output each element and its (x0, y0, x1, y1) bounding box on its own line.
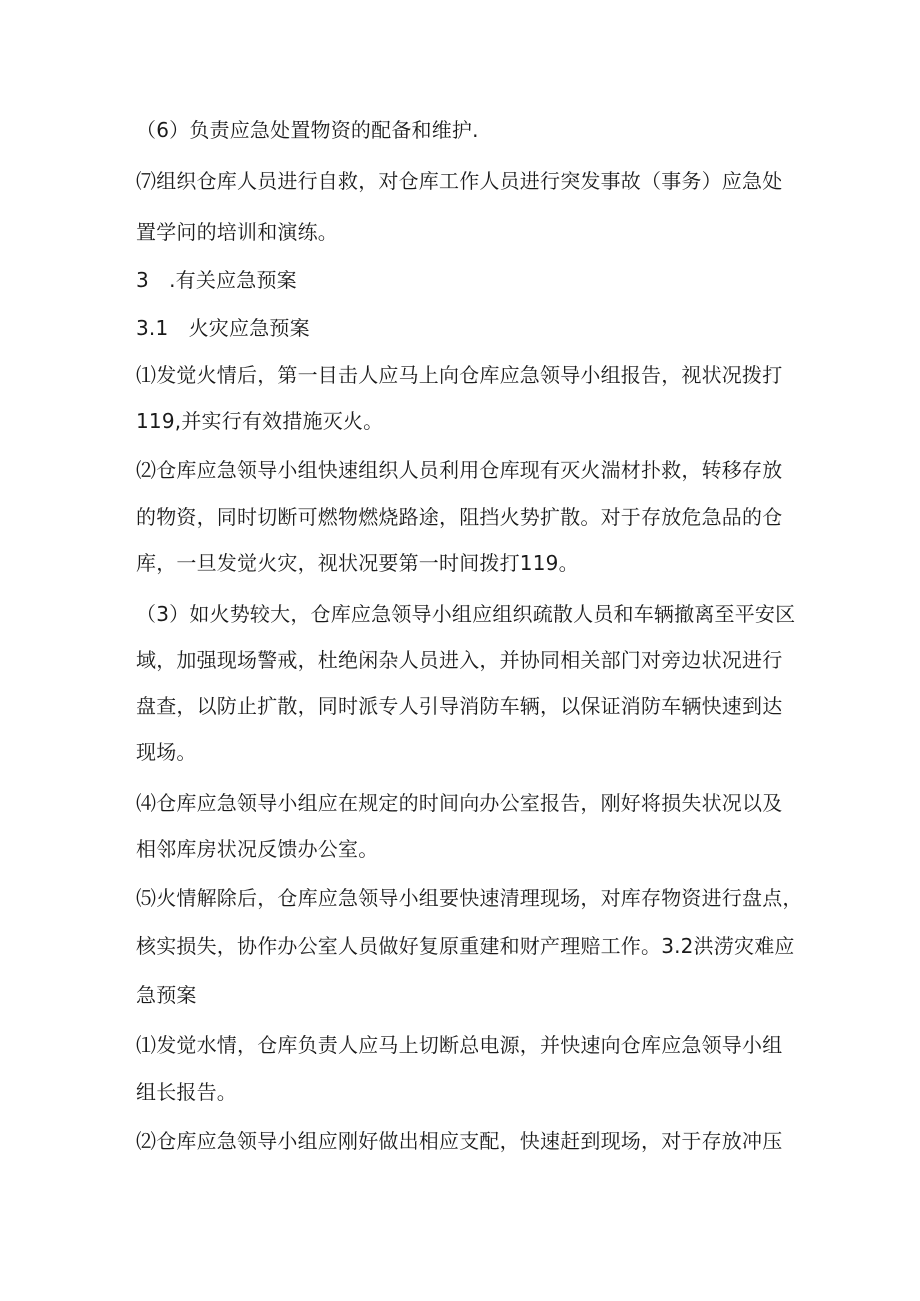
text-line-13: 盘查，以防止扩散，同时派专人引导消防车辆，以保证消防车辆快速到达 (136, 694, 783, 718)
text-line-11: （3）如火势较大，仓库应急领导小组应组织疏散人员和车辆撤离至平安区 (136, 602, 796, 626)
text-line-18: 核实损失，协作办公室人员做好复原重建和财产理赔工作。3.2洪涝灾难应 (136, 934, 795, 958)
text-line-14: 现场。 (136, 740, 197, 764)
text-line-21: 组长报告。 (136, 1080, 237, 1104)
text-line-3: 置学问的培训和演练。 (136, 220, 338, 244)
section-heading-3: 3 .有关应急预案 (136, 268, 297, 292)
text-line-17: ⑸火情解除后，仓库应急领导小组要快速清理现场，对库存物资进行盘点， (136, 886, 803, 910)
text-line-22: ⑵仓库应急领导小组应刚好做出相应支配，快速赶到现场，对于存放冲压 (136, 1129, 783, 1153)
text-line-12: 域，加强现场警戒，杜绝闲杂人员进入，并协同相关部门对旁边状况进行 (136, 648, 783, 672)
text-line-10: 库，一旦发觉火灾，视状况要第一时间拨打119。 (136, 551, 579, 575)
text-line-7: 119,并实行有效措施灭火。 (136, 409, 384, 433)
subsection-heading-3-1: 3.1 火灾应急预案 (136, 316, 310, 340)
text-line-9: 的物资，同时切断可燃物燃烧路途，阻挡火势扩散。对于存放危急品的仓 (136, 505, 783, 529)
text-line-20: ⑴发觉水情，仓库负责人应马上切断总电源，并快速向仓库应急领导小组 (136, 1033, 783, 1057)
text-line-8: ⑵仓库应急领导小组快速组织人员利用仓库现有灭火湍材扑救，转移存放 (136, 458, 783, 482)
text-line-19: 急预案 (136, 983, 197, 1007)
text-line-6: ⑴发觉火情后，第一目击人应马上向仓库应急领导小组报告，视状况拨打 (136, 363, 783, 387)
text-line-16: 相邻库房状况反馈办公室。 (136, 837, 379, 861)
text-line-2: ⑺组织仓库人员进行自救，对仓库工作人员进行突发事故（事务）应急处 (136, 169, 783, 193)
text-line-15: ⑷仓库应急领导小组应在规定的时间向办公室报告，刚好将损失状况以及 (136, 791, 783, 815)
text-line-1: （6）负责应急处置物资的配备和维护. (136, 118, 479, 142)
